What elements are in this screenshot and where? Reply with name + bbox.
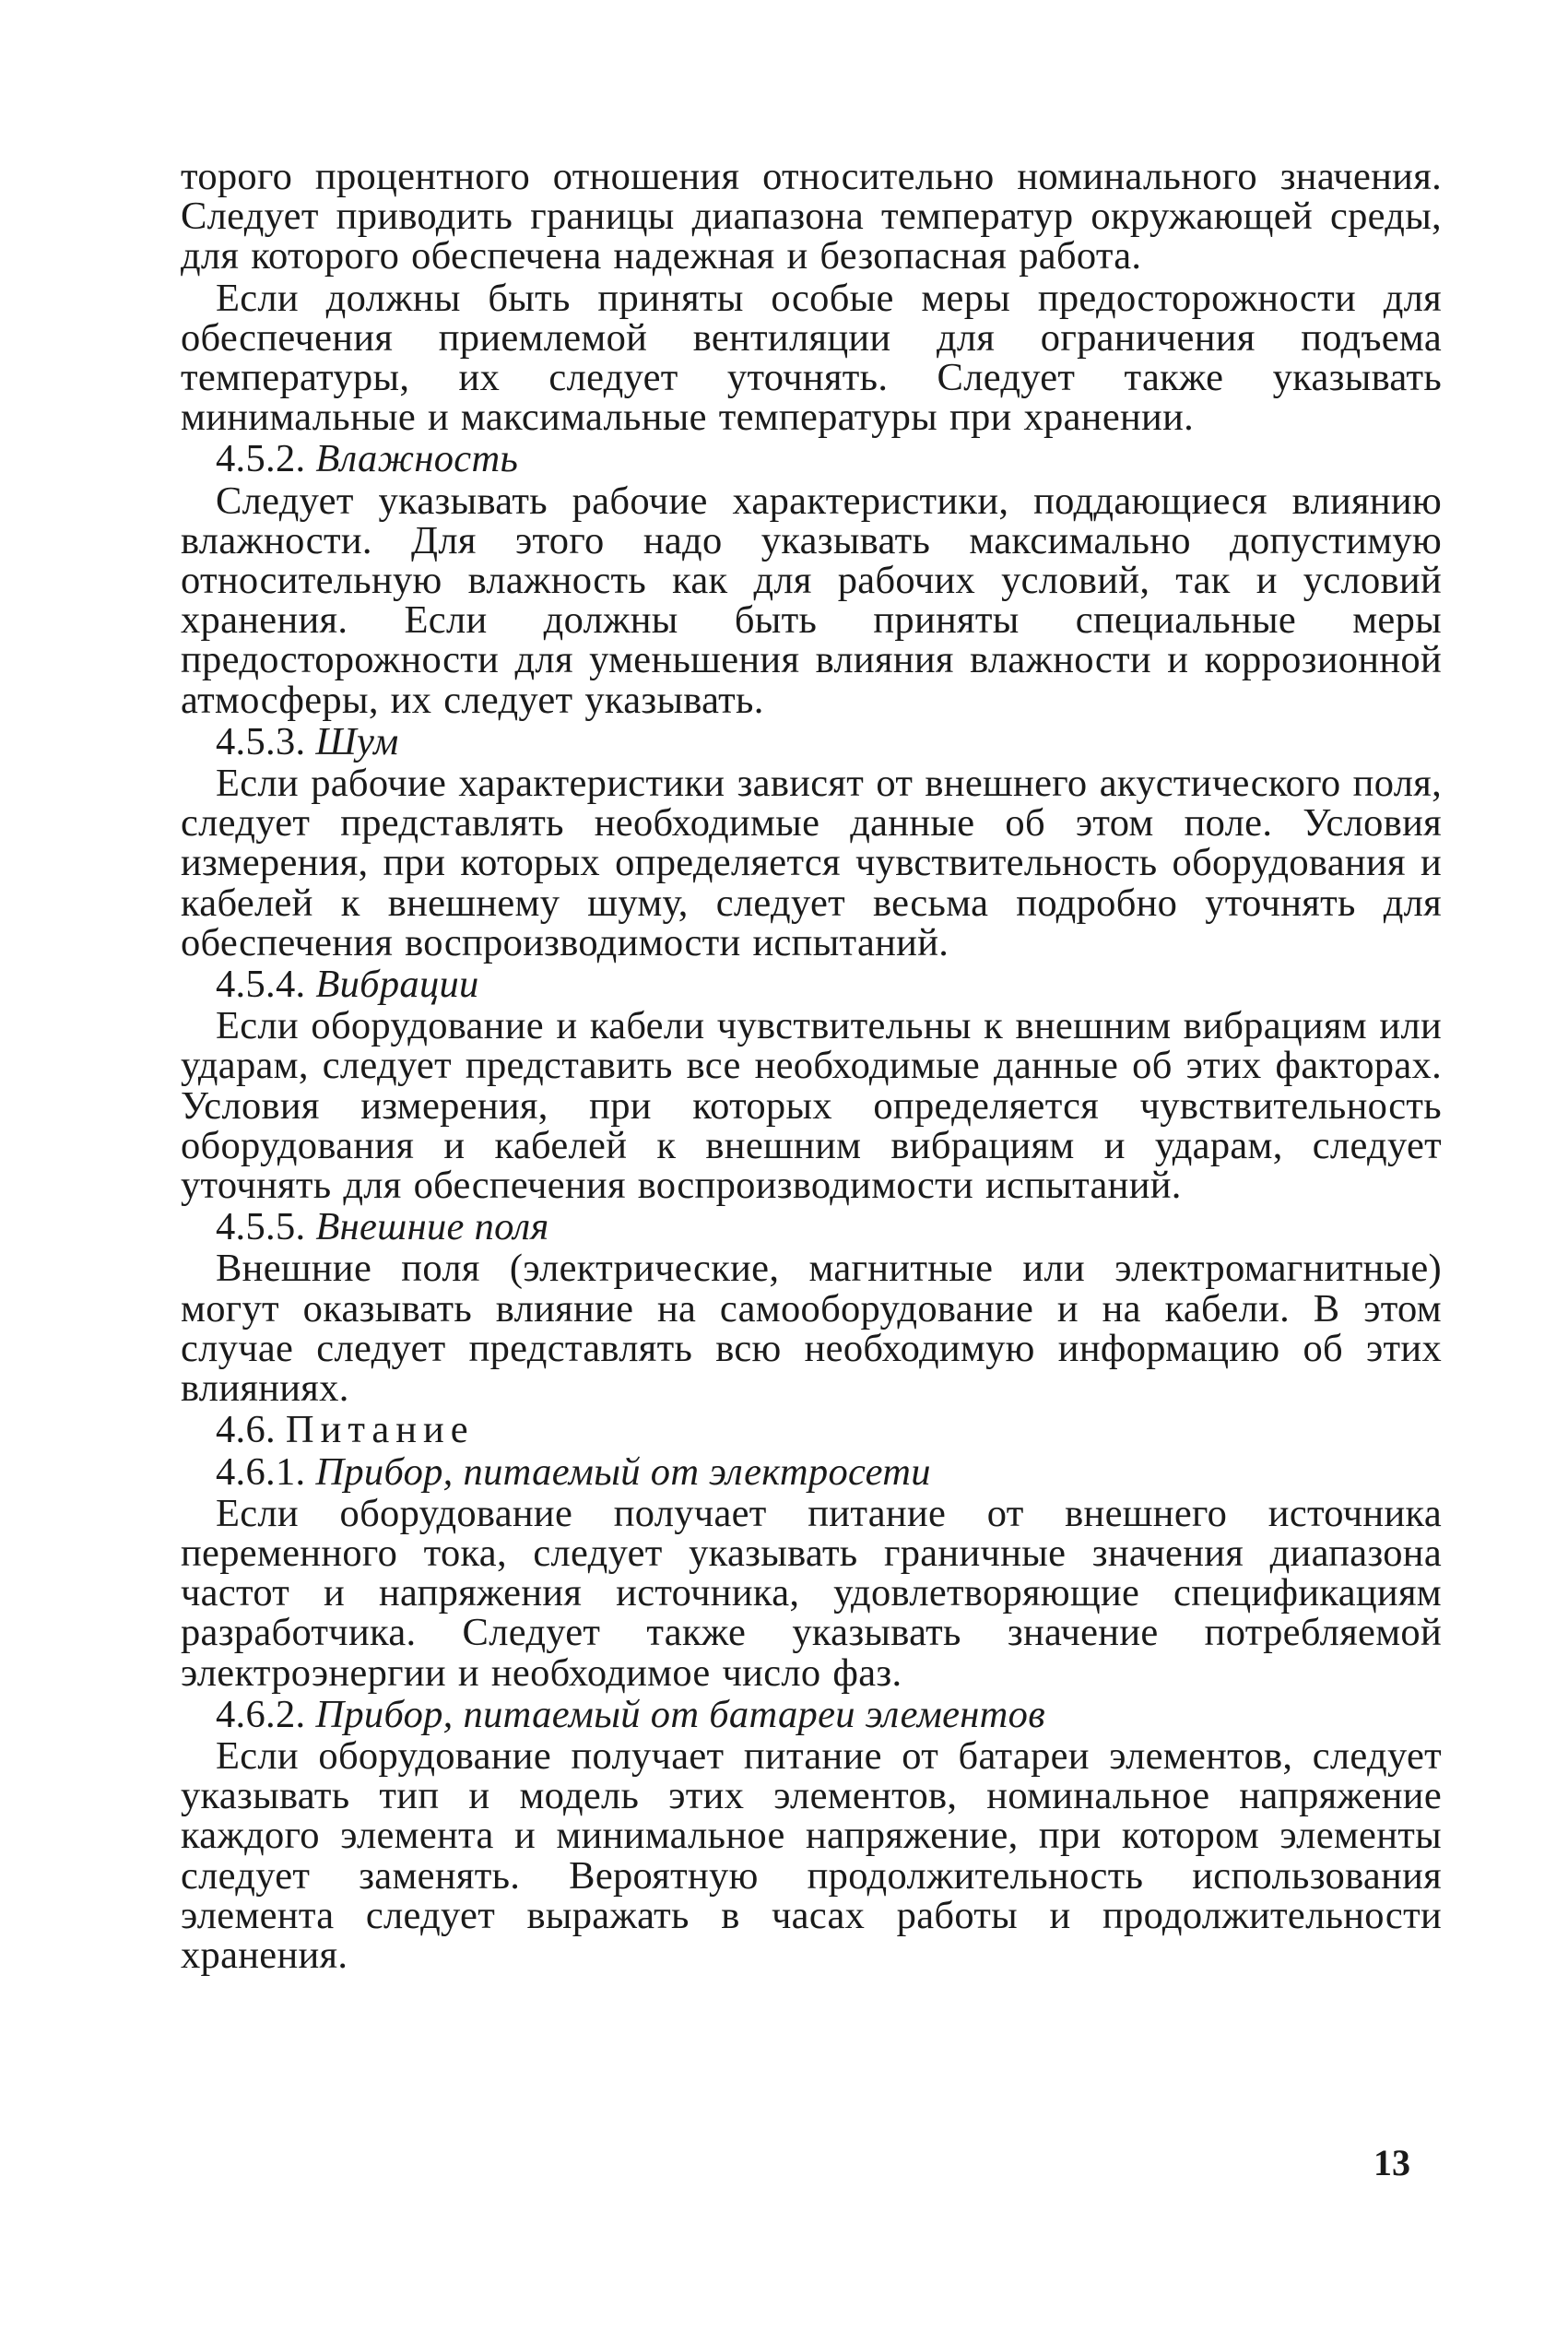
paragraph-continuation: торого процентного отношения относительно номинального значения. Следует приводить границы диапазона температур окружающей среды, для которого обеспечена надежная и безопасная работа. [181,155,1442,278]
section-number: 4.6.2. [216,1692,306,1736]
paragraph-ventilation: Если должны быть приняты особые меры предосторожности для обеспечения приемлемой вентиляции для ограничения подъема температуры, их следует уточнять. Следует также указывать минимальные и максимальные температуры при хранении. [181,276,1442,440]
section-heading-4-6 [216,1408,1442,1452]
section-number: 4.6. [216,1408,276,1452]
paragraph-mains-power: Если оборудование получает питание от внешнего источника переменного тока, следует указывать граничные значения диапазона частот и напряжения источника, удовлетворяющие спецификациям разработчика. Следует также указывать значение потребляемой электроэнергии и необходимое число фаз. [181,1491,1442,1695]
section-number: 4.5.3. [216,719,306,763]
section-title: Внешние поля [315,1205,549,1249]
section-heading-4-5-2 [216,439,1442,479]
section-number: 4.5.2. [216,437,306,481]
paragraph-vibration: Если оборудование и кабели чувствительны к внешним вибрациям или ударам, следует представить все необходимые данные об этих факторах. Условия измерения, при которых определяется чувствительность оборудования и кабелей к внешним вибрациям и ударам, следует уточнять для обеспечения воспроизводимости испытаний. [181,1004,1442,1208]
section-title: Прибор, питаемый от батареи элементов [315,1692,1045,1736]
section-heading-4-6-1 [216,1449,1442,1494]
paragraph-battery-power: Если оборудование получает питание от батареи элементов, следует указывать тип и модель этих элементов, номинальное напряжение каждого элемента и минимальное напряжение, при котором элементы следует заменять. Вероятную продолжительность использования элемента следует выражать в часах работы и продолжительности хранения. [181,1733,1442,1977]
page-body [181,157,1442,1977]
section-title: Прибор, питаемый от электросети [315,1449,931,1494]
section-title: Вибрации [315,963,479,1007]
section-heading-4-5-3 [216,719,1442,763]
paragraph-external-fields: Внешние поля (электрические, магнитные или электромагнитные) могут оказывать влияние на самооборудование и на кабели. В этом случае следует представлять всю необходимую информацию об этих влияниях. [181,1247,1442,1411]
paragraph-humidity: Следует указывать рабочие характеристики, поддающиеся влиянию влажности. Для этого надо указывать максимально допустимую относительную влажность как для рабочих условий, так и условий хранения. Если должны быть приняты специальные меры предосторожности для уменьшения влияния влажности и коррозионной атмосферы, их следует указывать. [181,479,1442,722]
section-heading-4-5-5 [216,1207,1442,1247]
section-heading-4-6-2 [216,1692,1442,1736]
section-title: Питание [285,1408,475,1452]
paragraph-noise: Если рабочие характеристики зависят от внешнего акустического поля, следует представлять необходимые данные об этом поле. Условия измерения, при которых определяется чувствительность оборудования и кабелей к внешнему шуму, следует весьма подробно уточнять для обеспечения воспроизводимости испытаний. [181,762,1442,964]
section-number: 4.5.5. [216,1205,306,1249]
section-number: 4.6.1. [216,1449,306,1494]
section-heading-4-5-4 [216,963,1442,1007]
section-title: Шум [315,719,399,763]
section-title: Влажность [315,437,519,481]
section-number: 4.5.4. [216,963,306,1007]
page-number: 13 [1373,2142,1410,2183]
